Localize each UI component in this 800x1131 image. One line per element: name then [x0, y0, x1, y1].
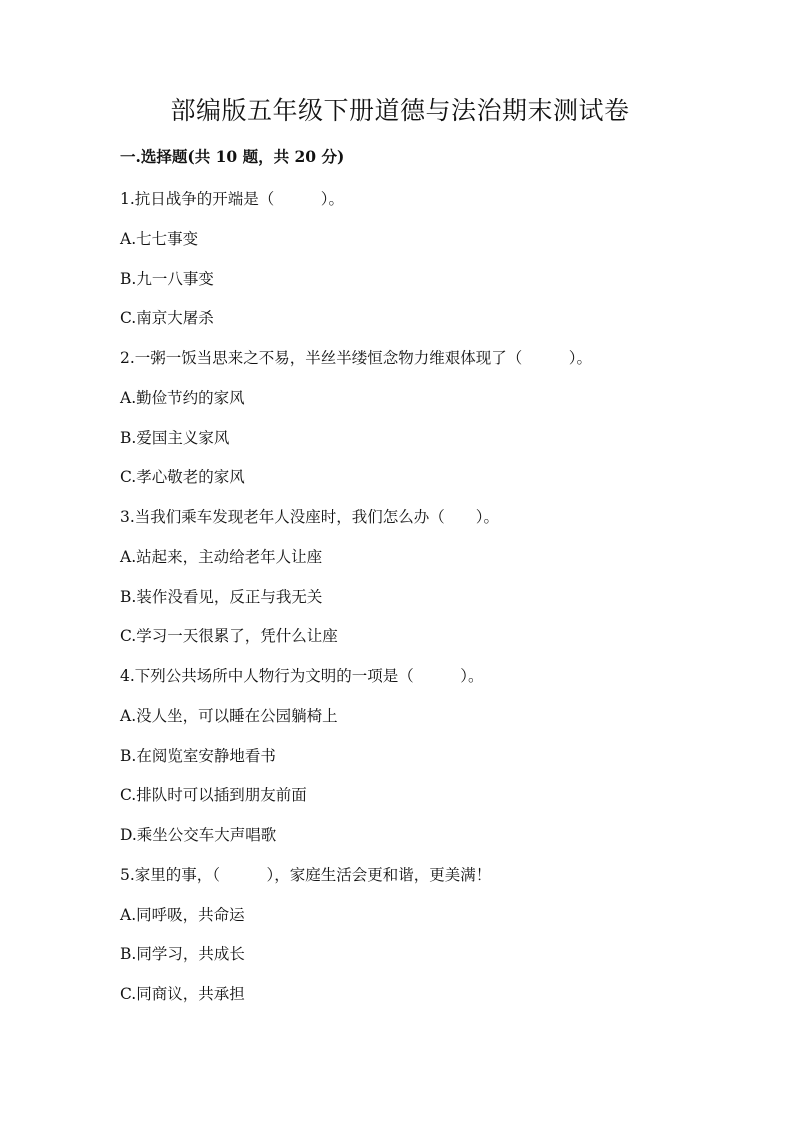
answer-option: C.孝心敬老的家风: [120, 468, 245, 487]
answer-option: A.没人坐，可以睡在公园躺椅上: [120, 706, 338, 725]
question-stem: 3.当我们乘车发现老年人没座时，我们怎么办（ ）。: [120, 508, 500, 526]
exam-title: 部编版五年级下册道德与法治期末测试卷: [170, 96, 630, 125]
answer-option: B.九一八事变: [120, 269, 214, 288]
answer-option: C.同商议，共承担: [120, 985, 245, 1003]
answer-option: B.爱国主义家风: [120, 428, 230, 447]
answer-option: A.同呼吸，共命运: [120, 905, 245, 924]
question-stem: 4.下列公共场所中人物行为文明的一项是（ ）。: [120, 667, 484, 685]
answer-option: B.在阅览室安静地看书: [120, 746, 276, 765]
answer-option: B.同学习，共成长: [120, 945, 245, 964]
answer-option: A.七七事变: [120, 229, 199, 248]
question-list: [120, 185, 760, 1020]
question-stem: 1.抗日战争的开端是（ ）。: [120, 190, 345, 208]
section-heading: 一.选择题(共 10 题，共 20 分): [120, 147, 345, 166]
answer-option: A.勤俭节约的家风: [120, 388, 245, 407]
answer-option: C.南京大屠杀: [120, 309, 214, 328]
answer-option: B.装作没看见，反正与我无关: [120, 587, 323, 606]
answer-option: C.学习一天很累了，凭什么让座: [120, 627, 338, 646]
question-stem: 5.家里的事，（ ），家庭生活会更和谐，更美满！: [120, 865, 492, 884]
answer-option: D.乘坐公交车大声唱歌: [120, 826, 277, 844]
answer-option: A.站起来，主动给老年人让座: [120, 547, 323, 566]
answer-option: C.排队时可以插到朋友前面: [120, 786, 307, 805]
question-stem: 2.一粥一饭当思来之不易，半丝半缕恒念物力维艰体现了（ ）。: [120, 349, 593, 367]
